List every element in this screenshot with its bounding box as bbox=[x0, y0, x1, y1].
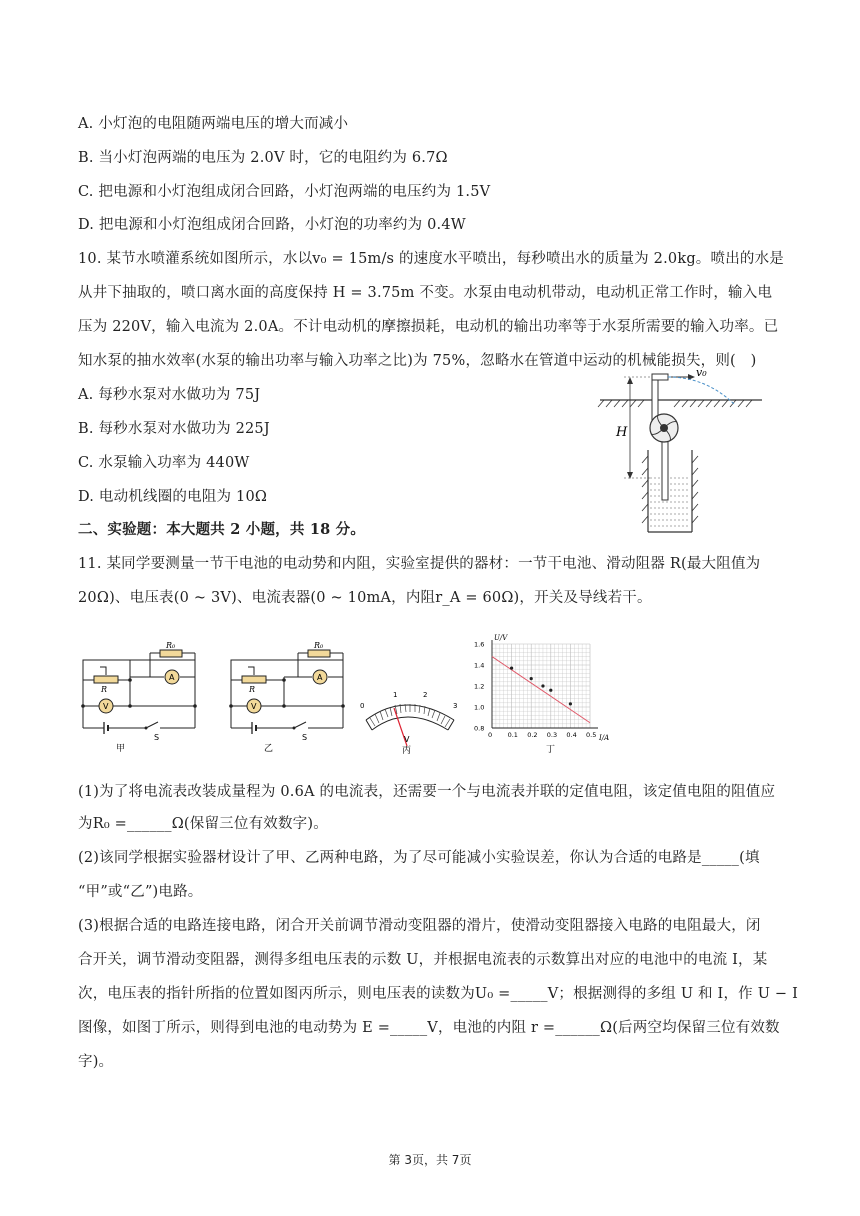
sub-question-3-line-3: 次，电压表的指针所指的位置如图丙所示，则电压表的读数为U₀ =_____V；根据测得的多组 U 和 I，作 U − I bbox=[78, 986, 799, 1002]
option-9c: C. 把电源和小灯泡组成闭合回路，小灯泡两端的电压约为 1.5V bbox=[78, 184, 491, 200]
x-tick-label: 0 bbox=[488, 731, 493, 739]
sub-question-3-line-4: 图像，如图丁所示，则得到电池的电动势为 E =_____V，电池的内阻 r =______Ω(后两空均保留三位有效数 bbox=[78, 1020, 780, 1036]
data-point bbox=[541, 684, 544, 687]
r0-label: R₀ bbox=[314, 641, 324, 650]
question-10-line-4: 知水泵的抽水效率(水泵的输出功率与输入功率之比)为 75%，忽略水在管道中运动的机械能损失，则( ) bbox=[78, 353, 757, 369]
circuit-jia bbox=[80, 640, 214, 752]
switch-label: S bbox=[154, 733, 160, 742]
option-10a: A. 每秒水泵对水做功为 75J bbox=[78, 387, 261, 403]
v0-label: v₀ bbox=[696, 366, 707, 379]
question-11-line-2: 20Ω)、电压表(0 ~ 3V)、电流表器(0 ~ 10mA，内阻r_A = 60Ω)，开关及导线若干。 bbox=[78, 590, 652, 606]
option-10b: B. 每秒水泵对水做功为 225J bbox=[78, 421, 270, 437]
ammeter-label: A bbox=[169, 673, 175, 682]
y-tick-label: 1.0 bbox=[474, 703, 485, 712]
question-10-line-3: 压为 220V，输入电流为 2.0A。不计电动机的摩擦损耗，电动机的输出功率等于水泵所需要的输入功率。已 bbox=[78, 319, 779, 335]
r0-label: R₀ bbox=[166, 641, 176, 650]
y-axis-label: U/V bbox=[494, 634, 508, 642]
meter-unit-label: V bbox=[404, 735, 410, 744]
rheostat-label: R bbox=[101, 685, 108, 694]
sub-question-3-line-2: 合开关，调节滑动变阻器，测得多组电压表的示数 U，并根据电流表的示数算出对应的电池中的电流 I，某 bbox=[78, 952, 768, 968]
chart-grid bbox=[492, 644, 590, 728]
option-9b: B. 当小灯泡两端的电压为 2.0V 时，它的电阻约为 6.7Ω bbox=[78, 150, 448, 166]
x-tick-label: 0.2 bbox=[527, 731, 538, 739]
data-point bbox=[569, 702, 572, 705]
y-tick-label: 1.4 bbox=[474, 661, 485, 670]
question-10-line-1: 10. 某节水喷灌系统如图所示，水以v₀ = 15m/s 的速度水平喷出，每秒喷出水的质量为 2.0kg。喷出的水是 bbox=[78, 251, 785, 267]
y-tick-label: 1.2 bbox=[474, 682, 485, 691]
option-9a: A. 小灯泡的电阻随两端电压的增大而减小 bbox=[78, 116, 349, 132]
sub-question-3-line-1: (3)根据合适的电路连接电路，闭合开关前调节滑动变阻器的滑片，使滑动变阻器接入电路的电阻最大，闭 bbox=[78, 918, 761, 934]
data-point bbox=[530, 677, 533, 680]
x-axis-label: I/A bbox=[599, 734, 610, 742]
question-10-line-2: 从井下抽取的，喷口离水面的高度保持 H = 3.75m 不变。水泵由电动机带动，电动机正常工作时，输入电 bbox=[78, 285, 773, 301]
y-tick-label: 1.6 bbox=[474, 640, 485, 649]
ammeter-label: A bbox=[317, 673, 323, 682]
chart-axes bbox=[474, 640, 598, 739]
meter-tick-0: 0 bbox=[360, 702, 365, 710]
caption-yi: 乙 bbox=[264, 744, 274, 752]
voltmeter-dial bbox=[356, 672, 466, 754]
question-11-line-1: 11. 某同学要测量一节干电池的电动势和内阻，实验室提供的器材：一节干电池、滑动阻器 R(最大阻值为 bbox=[78, 556, 761, 572]
y-tick-label: 0.8 bbox=[474, 724, 485, 733]
meter-tick-1: 1 bbox=[393, 691, 398, 699]
rheostat-label: R bbox=[249, 685, 256, 694]
sub-question-3-line-5: 字)。 bbox=[78, 1054, 114, 1070]
x-tick-label: 0.3 bbox=[546, 731, 558, 739]
option-10d: D. 电动机线圈的电阻为 10Ω bbox=[78, 489, 268, 505]
data-point bbox=[549, 689, 552, 692]
sub-question-2-line-1: (2)该同学根据实验器材设计了甲、乙两种电路，为了尽可能减小实验误差，你认为合适的电路是_____(填 bbox=[78, 850, 760, 866]
fit-line bbox=[492, 657, 590, 723]
sub-question-1-line-1: (1)为了将电流表改装成量程为 0.6A 的电流表，还需要一个与电流表并联的定值电阻，该定值电阻的阻值应 bbox=[78, 784, 776, 800]
option-9d: D. 把电源和小灯泡组成闭合回路，小灯泡的功率约为 0.4W bbox=[78, 217, 466, 233]
voltmeter-label: V bbox=[251, 702, 257, 711]
H-label: H bbox=[616, 425, 628, 440]
meter-tick-3: 3 bbox=[453, 702, 458, 710]
option-10c: C. 水泵输入功率为 440W bbox=[78, 455, 250, 471]
sub-question-1-line-2: 为R₀ =______Ω(保留三位有效数字)。 bbox=[78, 816, 328, 832]
section-heading: 二、实验题：本大题共 2 小题，共 18 分。 bbox=[78, 521, 366, 538]
caption-ding: 丁 bbox=[546, 745, 556, 754]
switch-label: S bbox=[302, 733, 308, 742]
caption-jia: 甲 bbox=[116, 744, 126, 752]
circuit-yi bbox=[228, 640, 365, 752]
meter-tick-2: 2 bbox=[423, 691, 428, 699]
voltmeter-label: V bbox=[103, 702, 109, 711]
u-i-chart bbox=[468, 630, 618, 754]
page-footer: 第 3页，共 7页 bbox=[388, 1153, 472, 1167]
pump-figure bbox=[596, 364, 766, 536]
x-tick-label: 0.5 bbox=[586, 731, 597, 739]
caption-bing: 丙 bbox=[402, 746, 412, 754]
chart-marks bbox=[492, 657, 590, 723]
data-point bbox=[510, 667, 513, 670]
x-tick-label: 0.1 bbox=[507, 731, 518, 739]
sub-question-2-line-2: “甲”或“乙”)电路。 bbox=[78, 884, 203, 900]
x-tick-label: 0.4 bbox=[566, 731, 577, 739]
